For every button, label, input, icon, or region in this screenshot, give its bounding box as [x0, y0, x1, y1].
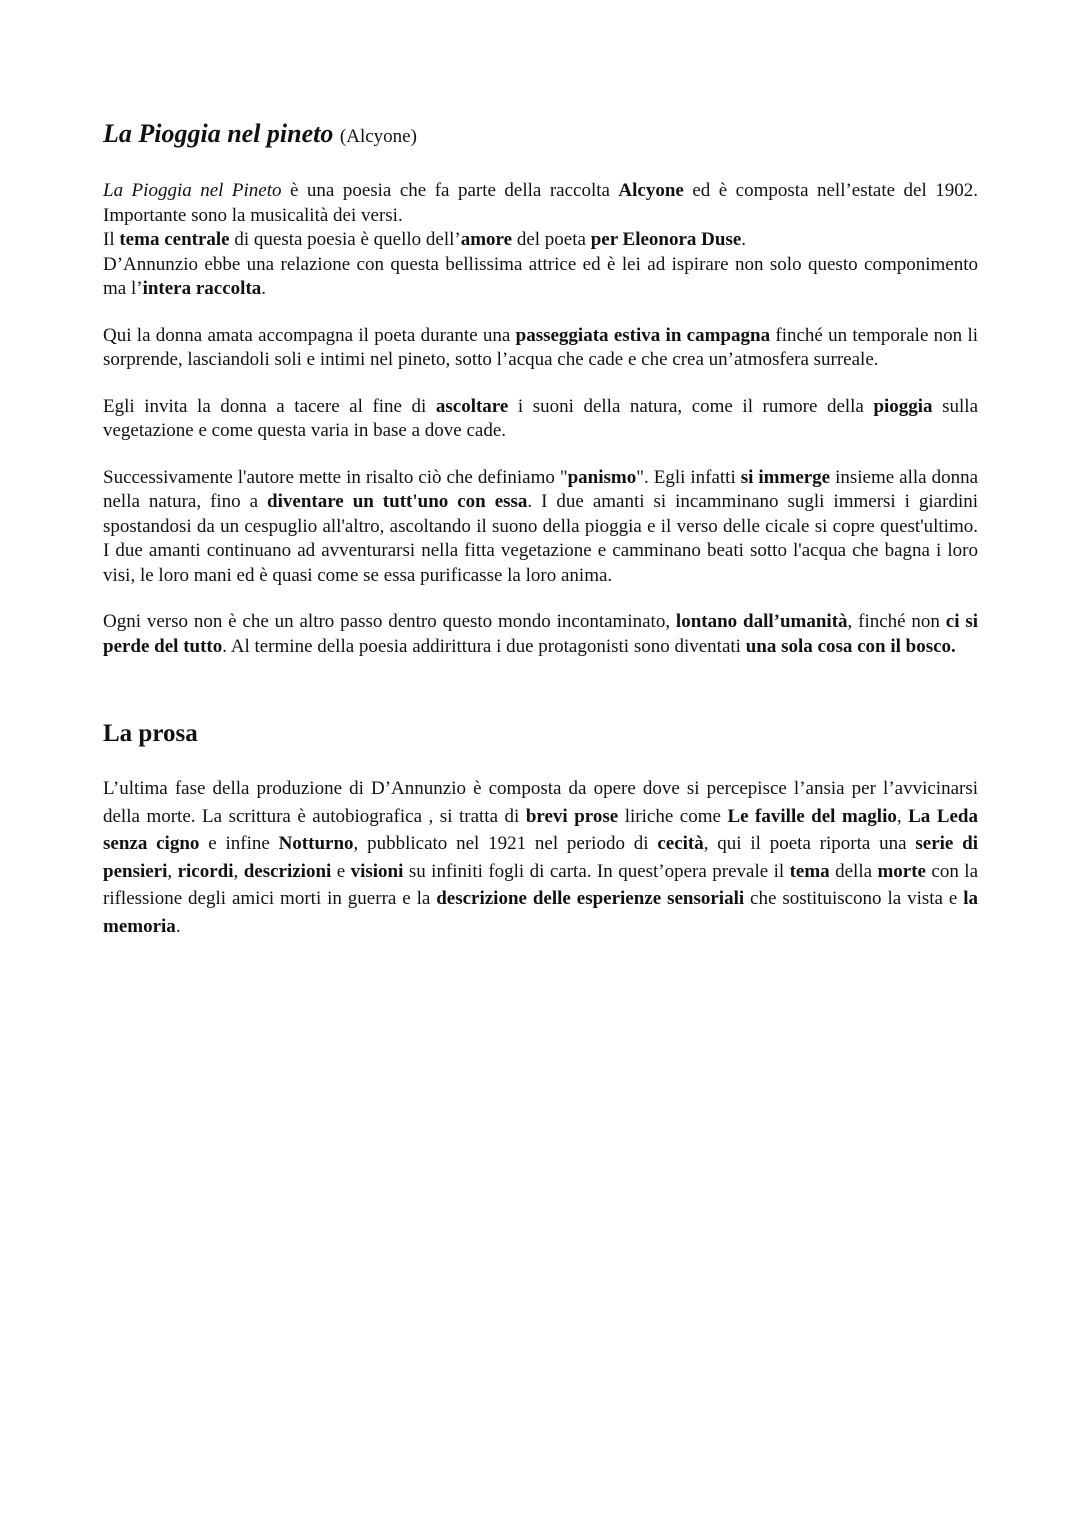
bold-text: amore [460, 229, 513, 250]
text-run: , qui il poeta riporta una [703, 833, 916, 854]
text-run: sulla vegetazione e come questa varia in base a dove cade. [103, 395, 979, 441]
bold-text: intera raccolta [142, 278, 262, 299]
text-run: e [331, 860, 351, 882]
text-run: Successivamente l'autore mette in risalto ciò che definiamo " [103, 466, 568, 488]
paragraph [103, 228, 978, 253]
paragraph [103, 324, 978, 373]
bold-text: per Eleonora Duse [590, 229, 742, 250]
text-run: D’Annunzio ebbe una relazione con questa bellissima attrice ed è lei ad ispirare non solo questo componimento ma l’ [103, 253, 978, 299]
paragraph [103, 253, 978, 302]
text-run: Il [103, 229, 120, 250]
text-run: . [261, 278, 267, 299]
bold-text: Alcyone [618, 180, 684, 201]
text-run: Qui la donna amata accompagna il poeta durante una [103, 324, 516, 346]
text-run: , [896, 805, 909, 827]
italic-text: La Pioggia nel Pineto [103, 180, 282, 201]
text-run: , [167, 860, 178, 882]
text-run: , pubblicato nel 1921 nel periodo di [353, 833, 658, 854]
bold-text: ricordi [177, 860, 234, 882]
text-run: L’ultima fase della produzione di D’Annunzio è composta da opere dove si percepisce l’ansia per l’avvicinarsi della morte. La scrittura è autobiografica , si tratta di [103, 778, 978, 827]
paragraph [103, 775, 978, 940]
bold-text: La Leda senza cigno [103, 805, 978, 854]
text-run: . Al termine della poesia addirittura i due protagonisti sono diventati [222, 635, 746, 657]
bold-text: una sola cosa con il bosco. [745, 635, 956, 657]
bold-text: passeggiata estiva in campagna [515, 324, 771, 346]
text-run: di questa poesia è quello dell’ [229, 229, 461, 250]
text-run: della [829, 860, 878, 882]
bold-text: Le faville del maglio [727, 805, 897, 827]
text-run: insieme alla donna nella natura, fino a [103, 466, 979, 512]
bold-text: diventare un tutt'uno con essa [267, 491, 528, 512]
section-title-note: (Alcyone) [339, 126, 417, 147]
bold-text: descrizioni [243, 860, 332, 882]
paragraph [103, 466, 978, 589]
text-run: Ogni verso non è che un altro passo dentro questo mondo incontaminato, [103, 611, 676, 632]
bold-text: si immerge [740, 466, 831, 488]
text-run: su infiniti fogli di carta. In quest’opera prevale il [403, 860, 790, 882]
text-run: del poeta [512, 229, 591, 250]
section-pioggia [103, 118, 978, 659]
bold-text: tema centrale [119, 229, 230, 250]
bold-text: panismo [567, 466, 637, 488]
text-run: . [175, 915, 181, 937]
text-run: finché un temporale non li sorprende, lasciandoli soli e intimi nel pineto, sotto l’acqua che cade e che crea un’atmosfera surreale. [103, 324, 979, 370]
text-run: i suoni della natura, come il rumore della [508, 395, 874, 417]
bold-text: morte [877, 860, 926, 882]
text-run: , finché non [847, 611, 946, 632]
document-page [103, 118, 978, 962]
bold-text: descrizione delle esperienze sensoriali [436, 888, 745, 909]
text-run: . I due amanti si incamminano sugli immersi i giardini spostandosi da un cespuglio all'altro, ascoltando il suono della pioggia e il verso delle cicale si copre quest'ultimo. I due amanti continuano ad avventurarsi nella fitta vegetazione e camminano beati sotto l'acqua che bagna i loro visi, le loro mani ed è quasi come se essa purificasse la loro anima. [103, 491, 978, 586]
text-run: . [741, 229, 747, 250]
text-run: liriche come [618, 805, 728, 827]
bold-text: serie di pensieri [103, 833, 978, 882]
section-title: La Pioggia nel pineto (Alcyone) [103, 119, 417, 148]
text-run: e infine [199, 833, 279, 854]
text-run: ". Egli infatti [636, 466, 741, 488]
bold-text: visioni [350, 860, 404, 882]
text-run: Egli invita la donna a tacere al fine di [103, 395, 436, 417]
text-run: ed è composta nell’estate del 1902. Importante sono la musicalità dei versi. [103, 180, 978, 226]
bold-text: la memoria [103, 888, 978, 937]
bold-text: Notturno [278, 833, 354, 854]
bold-text: ascoltare [435, 395, 509, 417]
text-run: , [233, 860, 244, 882]
bold-text: lontano dall’umanità [675, 611, 848, 632]
text-run: che sostituiscono la vista e [744, 888, 964, 909]
bold-text: tema [789, 860, 830, 882]
text-run: è una poesia che fa parte della raccolta [281, 180, 619, 201]
bold-text: pioggia [873, 395, 933, 417]
bold-text: brevi prose [525, 805, 619, 827]
paragraph [103, 610, 978, 659]
paragraph [103, 395, 978, 444]
section-title: La prosa [103, 720, 198, 747]
paragraph [103, 179, 978, 228]
bold-text: cecità [657, 833, 704, 854]
text-run: con la riflessione degli amici morti in guerra e la [103, 860, 979, 909]
bold-text: ci si perde del tutto [103, 611, 978, 657]
section-prosa [103, 719, 978, 940]
